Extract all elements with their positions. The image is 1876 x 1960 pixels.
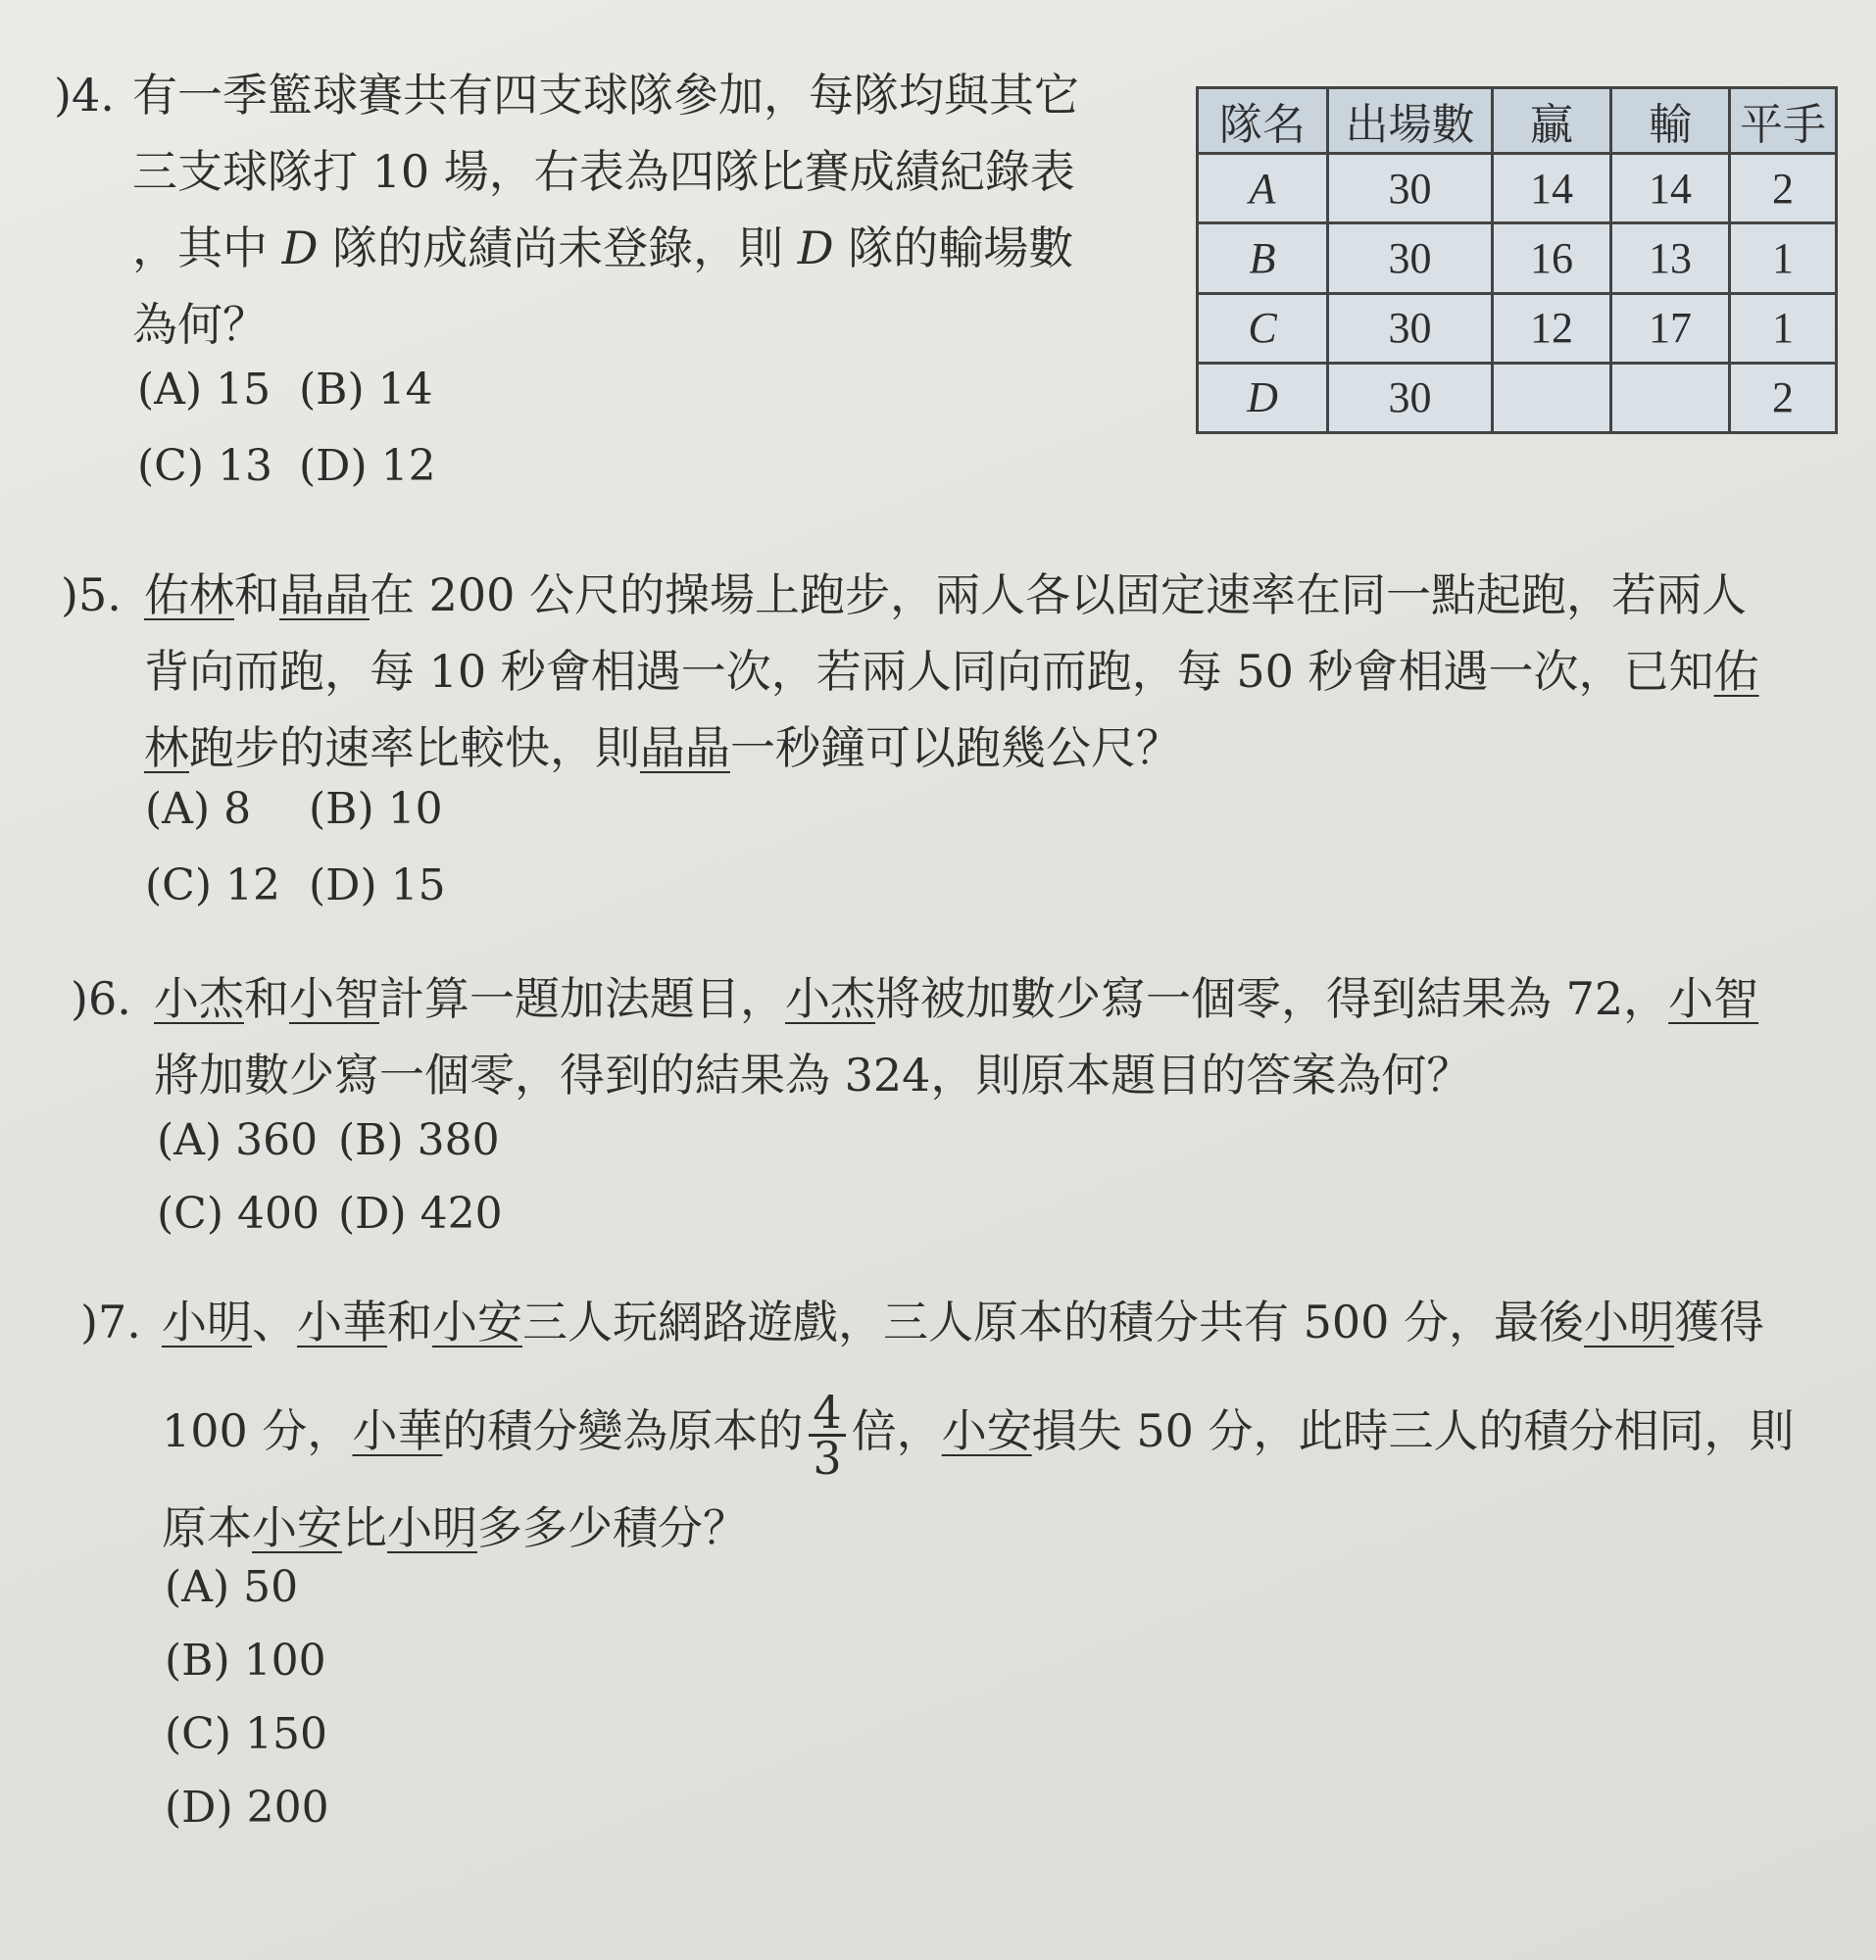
question-text-line: 林跑步的速率比較快，則晶晶一秒鐘可以跑幾公尺？ — [144, 721, 1181, 774]
col-team: 隊名 — [1198, 88, 1328, 154]
option-c[interactable]: (C) 12 — [145, 860, 280, 910]
col-losses: 輸 — [1611, 88, 1730, 154]
table-cell: 16 — [1493, 223, 1611, 293]
table-cell: B — [1198, 223, 1328, 293]
table-cell: 1 — [1730, 223, 1837, 293]
option-b[interactable]: (B) 14 — [299, 365, 433, 415]
option-d[interactable]: (D) 420 — [338, 1189, 503, 1239]
table-cell: D — [1198, 363, 1328, 432]
option-c[interactable]: (C) 400 — [157, 1189, 320, 1239]
table-cell: 30 — [1328, 154, 1493, 223]
table-cell: 14 — [1493, 154, 1611, 223]
option-a[interactable]: (A) 15 — [137, 365, 272, 415]
table-cell: 30 — [1328, 293, 1493, 363]
option-b[interactable]: (B) 380 — [338, 1115, 500, 1165]
option-c[interactable]: (C) 150 — [165, 1709, 327, 1759]
option-c[interactable]: (C) 13 — [137, 441, 272, 491]
option-b[interactable]: (B) 100 — [165, 1636, 326, 1686]
col-ties: 平手 — [1730, 88, 1837, 154]
question-text-line: 小杰和小智計算一題加法題目，小杰將被加數少寫一個零，得到結果為 72，小智 — [154, 972, 1759, 1025]
table-cell: C — [1198, 293, 1328, 363]
question-number: )4. — [54, 69, 115, 122]
option-d[interactable]: (D) 15 — [309, 860, 446, 910]
col-games: 出場數 — [1328, 88, 1493, 154]
option-a[interactable]: (A) 50 — [165, 1562, 299, 1612]
question-text-line: 原本小安比小明多多少積分？ — [162, 1501, 748, 1554]
table-cell: A — [1198, 154, 1328, 223]
table-cell — [1611, 363, 1730, 432]
table-cell: 30 — [1328, 363, 1493, 432]
table-row — [1198, 223, 1837, 293]
fraction-denominator: 3 — [813, 1431, 842, 1485]
fraction-numerator: 4 — [809, 1391, 845, 1437]
option-a[interactable]: (A) 8 — [145, 784, 252, 834]
table-cell — [1493, 363, 1611, 432]
table-header-row — [1198, 88, 1837, 154]
table-cell: 12 — [1493, 293, 1611, 363]
question-text-line: 背向而跑，每 10 秒會相遇一次，若兩人同向而跑，每 50 秒會相遇一次，已知佑 — [144, 645, 1759, 698]
table-cell: 14 — [1611, 154, 1730, 223]
table-cell: 30 — [1328, 223, 1493, 293]
option-d[interactable]: (D) 12 — [299, 441, 436, 491]
col-wins: 贏 — [1493, 88, 1611, 154]
table-cell: 1 — [1730, 293, 1837, 363]
table-cell: 2 — [1730, 363, 1837, 432]
question-text-line: 100 分，小華的積分變為原本的 $\frac{4}{3}$ 倍，小安損失 50 分，此時三人的積分相同，則 — [162, 1385, 1795, 1485]
question-number: )5. — [61, 568, 122, 621]
question-number: )7. — [80, 1296, 141, 1348]
question-number: )6. — [71, 972, 131, 1025]
fraction — [809, 1385, 845, 1485]
table-cell: 13 — [1611, 223, 1730, 293]
option-b[interactable]: (B) 10 — [309, 784, 443, 834]
option-a[interactable]: (A) 360 — [157, 1115, 319, 1165]
option-d[interactable]: (D) 200 — [165, 1783, 329, 1833]
question-text-line: ，其中 D 隊的成績尚未登錄，則 D 隊的輸場數 — [132, 221, 1074, 274]
question-text-line: 為何？ — [132, 298, 268, 351]
table-cell: 2 — [1730, 154, 1837, 223]
table-cell: 17 — [1611, 293, 1730, 363]
question-text-line: 有一季籃球賽共有四支球隊參加，每隊均與其它 — [132, 69, 1079, 122]
question-text-line: 將加數少寫一個零，得到的結果為 324，則原本題目的答案為何？ — [154, 1049, 1472, 1102]
table-row — [1198, 363, 1837, 432]
question-text-line: 三支球隊打 10 場，右表為四隊比賽成績紀錄表 — [132, 145, 1075, 198]
table-row — [1198, 293, 1837, 363]
table-row — [1198, 154, 1837, 223]
score-table — [1196, 86, 1838, 434]
question-text-line: 小明、小華和小安三人玩網路遊戲，三人原本的積分共有 500 分，最後小明獲得 — [162, 1296, 1765, 1348]
question-text-line: 佑林和晶晶在 200 公尺的操場上跑步，兩人各以固定速率在同一點起跑，若兩人 — [144, 568, 1748, 621]
